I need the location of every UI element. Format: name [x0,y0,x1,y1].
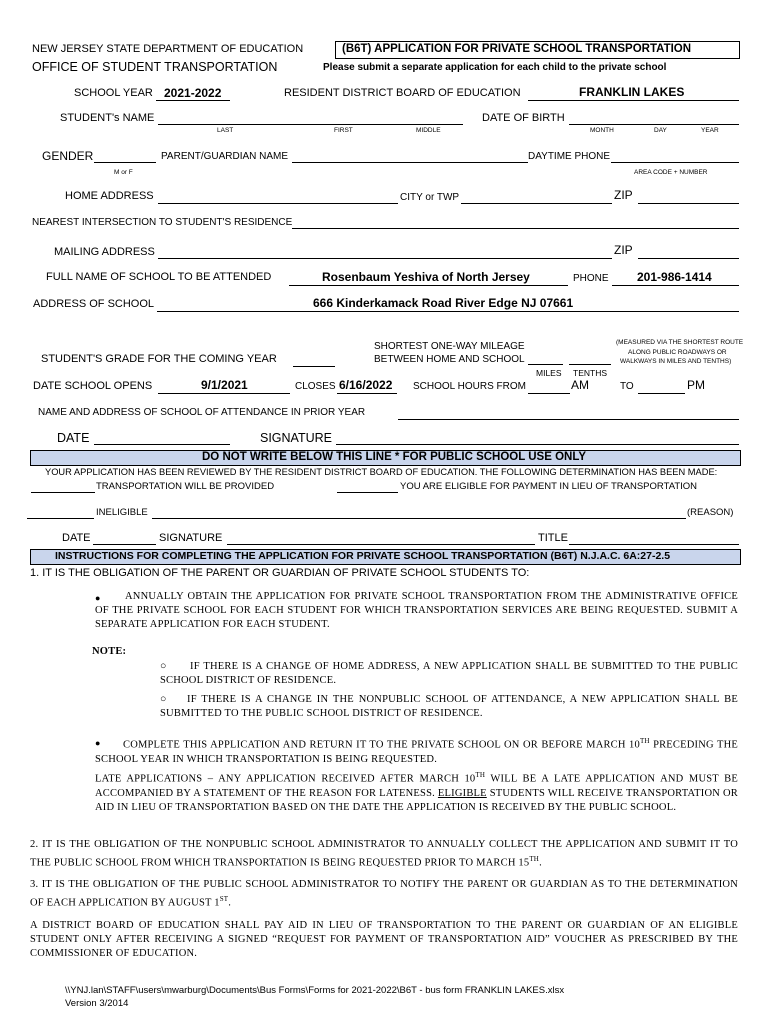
late-text-c: STUDENTS WILL RECEIVE TRANSPORTATION OR AID IN LIEU OF TRANSPORTATION BASED ON THE DATE THE APPLICATION IS RECEIVED BY THE PUBLIC SCHOOL. [95,787,738,813]
mileage-label-2: BETWEEN HOME AND SCHOOL [374,354,525,365]
intersection-line[interactable] [292,228,739,229]
file-path: \\YNJ.lan\STAFF\users\mwarburg\Documents\Bus Forms\Forms for 2021-2022\B6T - bus form FRANKLIN LAKES.xlsx [65,985,565,996]
form-title-box [335,41,740,59]
hours-from-line[interactable] [528,393,570,394]
school-address-line[interactable] [157,311,739,312]
tenths-line[interactable] [569,364,611,365]
opens-value: 9/1/2021 [201,378,248,392]
prior-school-line[interactable] [398,419,739,420]
item-2-text: 2. IT IS THE OBLIGATION OF THE NONPUBLIC SCHOOL ADMINISTRATOR TO ANNUALLY COLLECT THE APPLICATION AND SUBMIT IT TO THE PUBLIC SCHOOL FROM WHICH TRANSPORTATION IS BEING REQUESTED PRIOR TO MARCH 15 [30,839,738,869]
signature-label: SIGNATURE [260,431,332,445]
m-or-f-caption: M or F [114,169,133,176]
date-line[interactable] [94,444,230,445]
intersection-label: NEAREST INTERSECTION TO STUDENT'S RESIDENCE [32,217,293,228]
bullet-icon: ● [95,738,101,748]
mileage-label-1: SHORTEST ONE-WAY MILEAGE [374,341,525,352]
phone-line[interactable] [612,285,739,286]
school-year-label: SCHOOL YEAR [74,87,153,99]
area-code-caption: AREA CODE + NUMBER [634,169,708,176]
gender-line[interactable] [94,162,156,163]
instructions-banner-text: INSTRUCTIONS FOR COMPLETING THE APPLICATION FOR PRIVATE SCHOOL TRANSPORTATION (B6T) N.J.A.C. 6A:27-2.5 [55,550,671,562]
gender-label: GENDER [42,149,94,163]
bullet-2-sup: TH [639,737,650,745]
closes-value: 6/16/2022 [339,378,393,392]
resident-district-value: FRANKLIN LAKES [579,85,685,99]
late-text-a: LATE APPLICATIONS – ANY APPLICATION RECEIVED AFTER MARCH 10 [95,773,476,785]
school-name-line[interactable] [289,285,568,286]
closes-line[interactable] [337,393,397,394]
instruction-item-2 [30,838,738,871]
mailing-zip-line[interactable] [638,258,739,259]
first-caption: FIRST [334,127,353,134]
provided-label: TRANSPORTATION WILL BE PROVIDED [96,481,275,492]
instruction-bullet-2 [95,734,738,767]
instructions-banner [30,549,741,565]
month-caption: MONTH [590,127,614,134]
eligible-payment-label: YOU ARE ELIGIBLE FOR PAYMENT IN LIEU OF TRANSPORTATION [400,481,698,492]
bullet-icon: ● [95,593,101,603]
measured-caption-2: ALONG PUBLIC ROADWAYS OR [628,349,727,356]
day-caption: DAY [654,127,667,134]
hours-label: SCHOOL HOURS FROM [413,381,526,392]
tenths-caption: TENTHS [573,368,607,378]
late-applications-text [95,768,738,815]
parent-label: PARENT/GUARDIAN NAME [161,151,289,162]
student-name-line[interactable] [158,124,463,125]
date-label: DATE [57,431,90,445]
miles-line[interactable] [528,364,563,365]
am-label: AM [571,378,589,392]
provided-line[interactable] [31,492,95,493]
form-title: (B6T) APPLICATION FOR PRIVATE SCHOOL TRANSPORTATION [342,43,692,55]
city-label: CITY or TWP [400,192,460,203]
school-year-line[interactable] [156,100,230,101]
item-2-end: . [539,857,542,869]
dob-line[interactable] [569,124,739,125]
office-date-label: DATE [62,532,91,544]
resident-district-line[interactable] [528,100,739,101]
instruction-item-1: 1. IT IS THE OBLIGATION OF THE PARENT OR GUARDIAN OF PRIVATE SCHOOL STUDENTS TO: [30,567,530,579]
measured-caption-1: (MEASURED VIA THE SHORTEST ROUTE [616,339,744,346]
resident-district-label: RESIDENT DISTRICT BOARD OF EDUCATION [284,87,521,99]
parent-line[interactable] [292,162,528,163]
last-caption: LAST [217,127,234,134]
note-label: NOTE: [92,646,127,657]
form-subtitle: Please submit a separate application for each child to the private school [323,62,667,73]
note-item-1: IF THERE IS A CHANGE OF HOME ADDRESS, A NEW APPLICATION SHALL BE SUBMITTED TO THE PUBLIC SCHOOL DISTRICT OF RESIDENCE. [160,661,738,686]
item-2-sup: TH [529,855,540,863]
office-signature-line[interactable] [227,544,535,545]
prior-school-label: NAME AND ADDRESS OF SCHOOL OF ATTENDANCE IN PRIOR YEAR [38,407,366,418]
miles-caption: MILES [536,368,562,378]
school-year-value: 2021-2022 [164,86,222,100]
instruction-bullet-1: ANNUALLY OBTAIN THE APPLICATION FOR PRIVATE SCHOOL TRANSPORTATION FROM THE ADMINISTRATIVE OFFICE OF THE PRIVATE SCHOOL FOR EACH STUDENT FOR WHICH TRANSPORTATION SERVICES ARE BEING REQUESTED. SUBMIT A SEPARATE APPLICATION FOR EACH STUDENT. [95,591,738,630]
mailing-address-label: MAILING ADDRESS [54,246,155,258]
to-label: TO [620,381,634,392]
final-paragraph: A DISTRICT BOARD OF EDUCATION SHALL PAY AID IN LIEU OF TRANSPORTATION TO THE PARENT OR GUARDIAN OF AN ELIGIBLE STUDENT ONLY AFTER RECEIVING A SIGNED “REQUEST FOR PAYMENT OF TRANSPORTATION AID” VOUCHER AS PRESCRIBED BY THE COMMISSIONER OF EDUCATION. [30,920,738,959]
note-item-2: IF THERE IS A CHANGE IN THE NONPUBLIC SCHOOL OF ATTENDANCE, A NEW APPLICATION SHALL BE SUBMITTED TO THE PUBLIC SCHOOL DISTRICT OF RESIDENCE. [160,694,738,719]
daytime-phone-label: DAYTIME PHONE [528,151,611,162]
office-name: OFFICE OF STUDENT TRANSPORTATION [32,60,278,74]
title-line[interactable] [569,544,739,545]
mailing-address-line[interactable] [158,258,612,259]
grade-label: STUDENT'S GRADE FOR THE COMING YEAR [41,353,277,365]
home-address-label: HOME ADDRESS [65,190,154,202]
school-name-value: Rosenbaum Yeshiva of North Jersey [322,270,530,284]
daytime-phone-line[interactable] [611,162,739,163]
zip-line[interactable] [638,203,739,204]
closes-label: CLOSES [295,381,336,392]
signature-line[interactable] [336,444,739,445]
mailing-zip-label: ZIP [614,243,633,257]
zip-label: ZIP [614,188,633,202]
late-eligible: ELIGIBLE [437,787,487,799]
item-3-text: 3. IT IS THE OBLIGATION OF THE PUBLIC SCHOOL ADMINISTRATOR TO NOTIFY THE PARENT OR GUARDIAN AS TO THE DETERMINATION OF EACH APPLICATION BY AUGUST 1 [30,879,738,909]
circle-bullet-icon: ○ [160,661,167,672]
office-date-line[interactable] [93,544,156,545]
hours-to-line[interactable] [638,393,685,394]
reason-label: (REASON) [687,507,734,518]
school-address-label: ADDRESS OF SCHOOL [33,298,155,310]
title-label: TITLE [538,532,568,544]
reason-line[interactable] [152,518,686,519]
item-3-end: . [228,897,232,909]
bullet-2-text-a: COMPLETE THIS APPLICATION AND RETURN IT TO THE PRIVATE SCHOOL ON OR BEFORE MARCH 10 [123,739,640,751]
school-name-label: FULL NAME OF SCHOOL TO BE ATTENDED [46,271,272,283]
student-name-label: STUDENT's NAME [60,112,155,124]
home-address-line[interactable] [158,203,398,204]
circle-bullet-icon: ○ [160,694,167,705]
phone-value: 201-986-1414 [637,270,712,284]
ineligible-line[interactable] [27,518,94,519]
late-sup: TH [475,771,486,779]
eligible-payment-line[interactable] [337,492,398,493]
phone-label: PHONE [573,273,609,284]
city-line[interactable] [461,203,612,204]
middle-caption: MIDDLE [416,127,441,134]
reviewed-text: YOUR APPLICATION HAS BEEN REVIEWED BY THE RESIDENT DISTRICT BOARD OF EDUCATION. THE FOLLOWING DETERMINATION HAS BEEN MADE: [45,467,718,477]
office-use-banner-text: DO NOT WRITE BELOW THIS LINE * FOR PUBLIC SCHOOL USE ONLY [202,451,586,463]
instruction-item-3 [30,878,738,911]
version-text: Version 3/2014 [65,998,129,1009]
bullet-2-text-b: PRECEDING THE SCHOOL YEAR IN WHICH TRANSPORTATION IS BEING REQUESTED. [95,739,738,765]
measured-caption-3: WALKWAYS IN MILES AND TENTHS) [620,358,732,365]
pm-label: PM [687,378,705,392]
office-use-banner [30,450,741,466]
ineligible-label: INELIGIBLE [96,507,148,518]
department-name: NEW JERSEY STATE DEPARTMENT OF EDUCATION [32,43,304,55]
office-signature-label: SIGNATURE [159,532,223,544]
grade-line[interactable] [293,366,335,367]
dob-label: DATE OF BIRTH [482,112,565,124]
opens-label: DATE SCHOOL OPENS [33,380,153,392]
item-3-sup: ST [219,895,229,903]
opens-line[interactable] [158,393,290,394]
year-caption: YEAR [701,127,719,134]
school-address-value: 666 Kinderkamack Road River Edge NJ 07661 [313,296,574,310]
late-text-b: WILL BE A LATE APPLICATION AND MUST BE ACCOMPANIED BY A STATEMENT OF THE REASON FOR LATENESS. [95,773,738,799]
